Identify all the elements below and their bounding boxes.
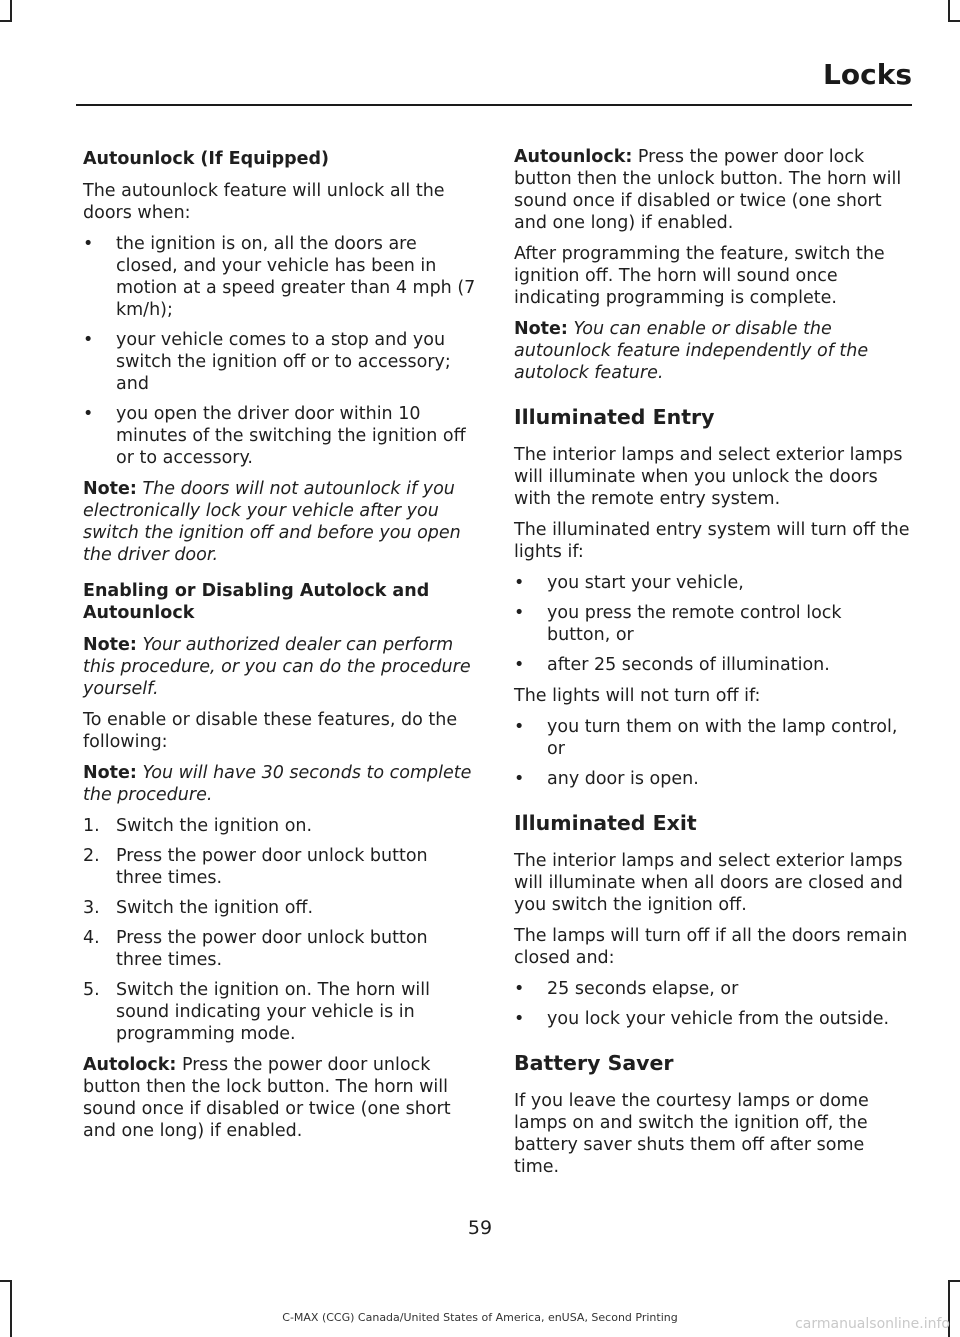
right-column <box>514 146 910 1187</box>
autounlock-intro: The autounlock feature will unlock all the doors when: <box>83 181 445 223</box>
crop-mark-top-right-horizontal <box>948 20 960 22</box>
enabling-heading: Enabling or Disabling Autolock and Autounlock <box>83 581 430 623</box>
crop-mark-top-left-horizontal <box>0 20 12 22</box>
left-column <box>83 146 479 1151</box>
autounlock-heading: Autounlock (If Equipped) <box>83 149 330 169</box>
bullet-marker: • <box>83 330 94 350</box>
illuminated-entry-paragraph: The interior lamps and select exterior lamps will illuminate when you unlock the doors with the remote entry system. <box>514 445 903 509</box>
bullet-marker: • <box>514 1009 525 1029</box>
bullet-marker: • <box>514 655 525 675</box>
watermark: carmanualsonline.info <box>795 1316 950 1332</box>
footer-text: C-MAX (CCG) Canada/United States of America, enUSA, Second Printing <box>282 1311 678 1324</box>
not-turn-off-list <box>514 716 910 790</box>
illuminated-entry-heading: Illuminated Entry <box>514 405 715 429</box>
list-item: • any door is open. <box>514 769 699 789</box>
crop-mark-bottom-left-horizontal <box>0 1280 12 1282</box>
exit-list <box>514 978 910 1030</box>
page-number: 59 <box>467 1217 493 1239</box>
list-item: • your vehicle comes to a stop and you switch the ignition off or to accessory; and <box>83 330 451 394</box>
list-item: • after 25 seconds of illumination. <box>514 655 830 675</box>
bullet-marker: • <box>514 573 525 593</box>
bullet-marker: • <box>514 603 525 623</box>
illuminated-exit-paragraph: The interior lamps and select exterior lamps will illuminate when all doors are closed and you switch the ignition off. <box>514 851 903 915</box>
step-item: 3. Switch the ignition off. <box>83 898 314 918</box>
bullet-marker: • <box>514 979 525 999</box>
autounlock-conditions-list <box>83 233 479 469</box>
crop-mark-bottom-right-horizontal <box>948 1280 960 1282</box>
crop-mark-bottom-left-vertical <box>10 1280 12 1337</box>
programming-steps-list <box>83 815 479 1045</box>
battery-saver-heading: Battery Saver <box>514 1051 674 1075</box>
autolock-paragraph: Autolock: Press the power door unlock button then the lock button. The horn will sound once if disabled or twice (one short and one long) if enabled. <box>83 1055 451 1141</box>
crop-mark-top-left-vertical <box>10 0 12 22</box>
step-item: 2. Press the power door unlock button three times. <box>83 846 428 888</box>
battery-saver-paragraph: If you leave the courtesy lamps or dome lamps on and switch the ignition off, the battery saver shuts them off after some time. <box>514 1091 869 1177</box>
note-independent: Note: You can enable or disable the autounlock feature independently of the autolock feature. <box>514 319 869 383</box>
note-30-seconds: Note: You will have 30 seconds to complete the procedure. <box>83 763 472 805</box>
list-item: • you lock your vehicle from the outside. <box>514 1009 890 1029</box>
crop-mark-top-right-vertical <box>948 0 950 22</box>
note-dealer: Note: Your authorized dealer can perform this procedure, or you can do the procedure yourself. <box>83 635 471 699</box>
list-item: • you turn them on with the lamp control, or <box>514 717 898 759</box>
turn-off-list <box>514 572 910 676</box>
step-item: 4. Press the power door unlock button three times. <box>83 928 428 970</box>
not-turn-off-intro: The lights will not turn off if: <box>514 686 761 706</box>
list-item: • you open the driver door within 10 minutes of the switching the ignition off or to accessory. <box>83 404 466 468</box>
illuminated-entry-turn-off-intro: The illuminated entry system will turn off the lights if: <box>514 520 910 562</box>
bullet-marker: • <box>83 234 94 254</box>
header-divider <box>76 104 912 106</box>
list-item: • you start your vehicle, <box>514 573 744 593</box>
step-item: 5. Switch the ignition on. The horn will sound indicating your vehicle is in programming mode. <box>83 980 430 1044</box>
list-item: • the ignition is on, all the doors are closed, and your vehicle has been in motion at a speed greater than 4 mph (7 km/h); <box>83 234 476 320</box>
list-item: • 25 seconds elapse, or <box>514 979 739 999</box>
bullet-marker: • <box>514 769 525 789</box>
page-title: Locks <box>823 58 912 91</box>
after-programming-paragraph: After programming the feature, switch the ignition off. The horn will sound once indicating programming is complete. <box>514 244 885 308</box>
list-item: • you press the remote control lock button, or <box>514 603 842 645</box>
bullet-marker: • <box>514 717 525 737</box>
illuminated-exit-conditions-intro: The lamps will turn off if all the doors remain closed and: <box>514 926 908 968</box>
step-item: 1. Switch the ignition on. <box>83 816 313 836</box>
note-autounlock: Note: The doors will not autounlock if you electronically lock your vehicle after you switch the ignition off and before you open the driver door. <box>83 479 461 565</box>
bullet-marker: • <box>83 404 94 424</box>
illuminated-exit-heading: Illuminated Exit <box>514 811 697 835</box>
autounlock-paragraph: Autounlock: Press the power door lock button then the unlock button. The horn will sound once if disabled or twice (one short and one long) if enabled. <box>514 147 902 233</box>
enable-intro: To enable or disable these features, do the following: <box>83 710 458 752</box>
